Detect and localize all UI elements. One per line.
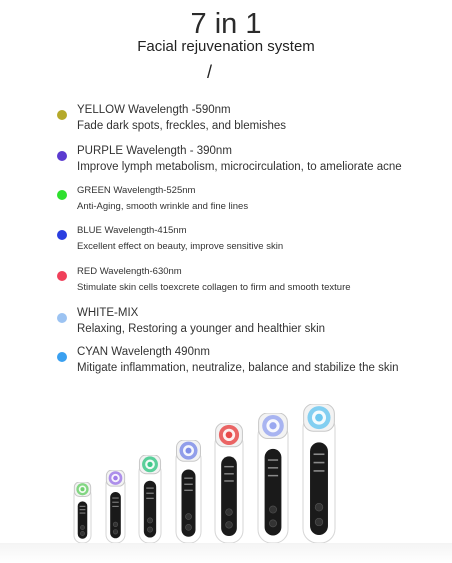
wavelength-name: PURPLE Wavelength - 390nm xyxy=(77,145,232,157)
wavelength-name: CYAN Wavelength 490nm xyxy=(77,346,210,358)
wavelength-description: Mitigate inflammation, neutralize, balance and stabilize the skin xyxy=(77,362,399,374)
beauty-device xyxy=(255,413,291,543)
slash-divider: / xyxy=(207,62,213,82)
color-dot-icon xyxy=(57,352,67,362)
color-dot-icon xyxy=(57,190,67,200)
color-dot-icon xyxy=(57,110,67,120)
color-dot-icon xyxy=(57,230,67,240)
wavelength-name: BLUE Wavelength-415nm xyxy=(77,225,187,236)
beauty-device xyxy=(71,482,94,543)
wavelength-name: YELLOW Wavelength -590nm xyxy=(77,104,231,116)
wavelength-name: GREEN Wavelength-525nm xyxy=(77,185,196,196)
wavelength-description: Anti-Aging, smooth wrinkle and fine lines xyxy=(77,201,249,212)
wavelength-description: Fade dark spots, freckles, and blemishes xyxy=(77,120,287,132)
wavelength-description: Improve lymph metabolism, microcirculation, to ameliorate acne xyxy=(77,161,402,173)
wavelength-description: Relaxing, Restoring a younger and healthier skin xyxy=(77,323,326,335)
wavelength-name: WHITE-MIX xyxy=(77,307,139,319)
beauty-device xyxy=(173,440,204,543)
page-title: 7 in 1 xyxy=(190,8,262,40)
floor-shadow xyxy=(0,543,452,563)
beauty-device xyxy=(136,455,164,543)
beauty-device xyxy=(300,404,338,543)
beauty-device xyxy=(212,423,246,543)
beauty-device xyxy=(103,470,128,543)
page-subtitle: Facial rejuvenation system xyxy=(137,38,315,55)
color-dot-icon xyxy=(57,313,67,323)
wavelength-description: Stimulate skin cells toexcrete collagen to firm and smooth texture xyxy=(77,282,351,293)
wavelength-description: Excellent effect on beauty, improve sensitive skin xyxy=(77,241,284,252)
color-dot-icon xyxy=(57,151,67,161)
wavelength-name: RED Wavelength-630nm xyxy=(77,266,182,277)
color-dot-icon xyxy=(57,271,67,281)
